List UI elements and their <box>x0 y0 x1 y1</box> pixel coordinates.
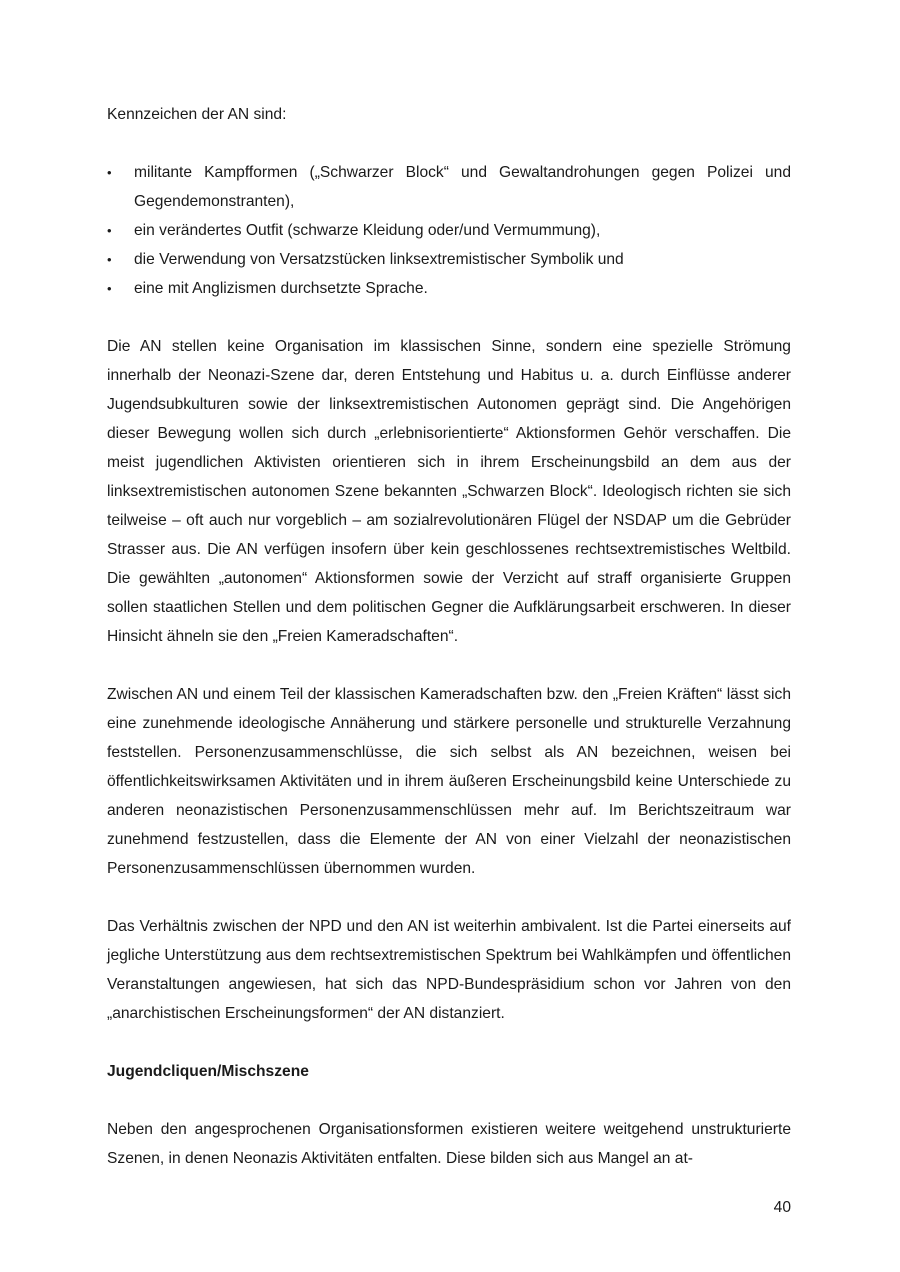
intro-line: Kennzeichen der AN sind: <box>107 106 287 123</box>
spacer <box>107 129 791 158</box>
list-item-text: die Verwendung von Versatzstücken linksextremistischer Symbolik und <box>134 251 624 268</box>
list-item-text: ein verändertes Outfit (schwarze Kleidung oder/und Vermummung), <box>134 222 601 239</box>
section-heading: Jugendcliquen/Mischszene <box>107 1063 309 1080</box>
list-item <box>107 274 791 303</box>
spacer <box>107 1086 791 1115</box>
paragraph-an-kameradschaften: Zwischen AN und einem Teil der klassischen Kameradschaften bzw. den „Freien Kräften“ lässt sich eine zunehmende ideologische Annäherung und stärkere personelle und strukturelle Verzahnung feststellen. Personenzusammenschlüsse, die sich selbst als AN bezeichnen, weisen bei öffentlichkeitswirksamen Aktivitäten und in ihrem äußeren Erscheinungsbild keine Unterschiede zu anderen neonazistischen Personenzusammenschlüssen mehr auf. Im Berichtszeitraum war zunehmend festzustellen, dass die Elemente der AN von einer Vielzahl der neonazistischen Personenzusammenschlüssen übernommen wurden. <box>107 686 791 877</box>
spacer <box>107 651 791 680</box>
list-item-text: militante Kampfformen („Schwarzer Block“ und Gewaltandrohungen gegen Polizei und Gegendemonstranten), <box>134 164 791 210</box>
paragraph-npd-relation: Das Verhältnis zwischen der NPD und den AN ist weiterhin ambivalent. Ist die Partei einerseits auf jegliche Unterstützung aus dem rechtsextremistischen Spektrum bei Wahlkämpfen und öffentlichen Veranstaltungen angewiesen, hat sich das NPD-Bundespräsidium schon vor Jahren von den „anarchistischen Erscheinungsformen“ der AN distanziert. <box>107 918 791 1022</box>
document-body <box>107 100 791 1173</box>
page-number: 40 <box>773 1199 791 1216</box>
list-item <box>107 245 791 274</box>
spacer <box>107 1028 791 1057</box>
bullet-icon: • <box>107 223 112 238</box>
list-item-text: eine mit Anglizismen durchsetzte Sprache. <box>134 280 428 297</box>
paragraph-an-organisation: Die AN stellen keine Organisation im klassischen Sinne, sondern eine spezielle Strömung innerhalb der Neonazi-Szene dar, deren Entstehung und Habitus u. a. durch Einflüsse anderer Jugendsubkulturen sowie der linksextremistischen Autonomen geprägt sind. Die Angehörigen dieser Bewegung wollen sich durch „erlebnisorientierte“ Aktionsformen Gehör verschaffen. Die meist jugendlichen Aktivisten orientieren sich in ihrem Erscheinungsbild an dem aus der linksextremistischen autonomen Szene bekannten „Schwarzen Block“. Ideologisch richten sie sich teilweise – oft auch nur vorgeblich – am sozialrevolutionären Flügel der NSDAP um die Gebrüder Strasser aus. Die AN verfügen insofern über kein geschlossenes rechtsextremistisches Weltbild. Die gewählten „autonomen“ Aktionsformen sowie der Verzicht auf straff organisierte Gruppen sollen staatlichen Stellen und dem politischen Gegner die Aufklärungsarbeit erschweren. In dieser Hinsicht ähneln sie den „Freien Kameradschaften“. <box>107 338 791 645</box>
spacer <box>107 303 791 332</box>
list-item <box>107 216 791 245</box>
feature-list <box>107 158 791 303</box>
bullet-icon: • <box>107 252 112 267</box>
bullet-icon: • <box>107 165 112 180</box>
paragraph-mischszene: Neben den angesprochenen Organisationsformen existieren weitere weitgehend unstrukturierte Szenen, in denen Neonazis Aktivitäten entfalten. Diese bilden sich aus Mangel an at- <box>107 1121 791 1167</box>
spacer <box>107 883 791 912</box>
list-item <box>107 158 791 216</box>
bullet-icon: • <box>107 281 112 296</box>
